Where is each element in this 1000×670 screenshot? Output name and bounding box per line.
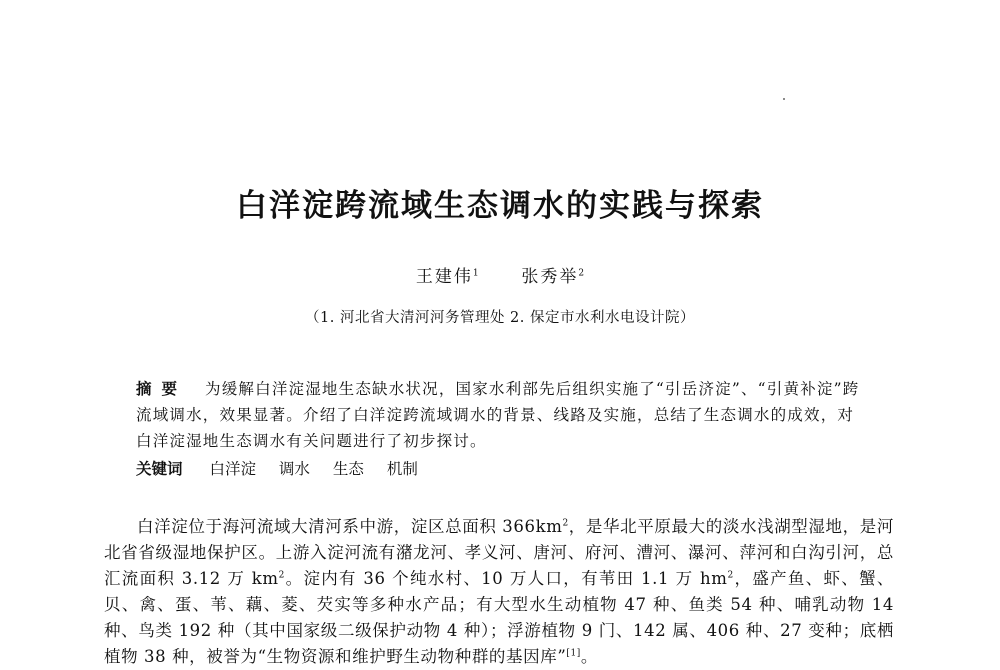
superscript: 2 [562,518,569,529]
scan-speck [783,98,785,100]
body-text-run: 。 [580,647,599,666]
body-text-run: ，是华北平原最大的淡水浅湖型湿地，是河北省省级湿地保护区。上游入淀河流有潴龙河、孝义河、唐河、府河、漕河、瀑河、萍河和白沟引河，总汇流面积 3.12 万 km [104,517,894,588]
author-line [0,262,1000,287]
keyword: 白洋淀 [209,460,256,478]
body-text-run: 。淀内有 36 个纯水村、10 万人口，有苇田 1.1 万 hm [284,569,728,588]
affiliations: （1. 河北省大清河河务管理处 2. 保定市水利水电设计院） [305,310,695,326]
keywords [136,456,866,482]
abstract [136,376,866,454]
author-affiliation-mark: 1 [472,268,479,279]
citation-ref: [1] [566,648,581,659]
superscript: 2 [278,570,285,581]
keyword: 生态 [332,460,364,478]
paper-title: 白洋淀跨流域生态调水的实践与探索 [236,188,764,224]
keyword: 调水 [278,460,310,478]
body-text-run: ，盛产鱼、虾、蟹、贝、禽、蛋、苇、藕、菱、芡实等多种水产品；有大型水生动植物 47 种、鱼类 54 种、哺乳动物 14 种、鸟类 192 种（其中国家级二级保护动物 4 种）；浮游植物 9 门、142 属、406 种、27 变种；底栖植物 38 种，被誉为“生物资源和维护野生动物种群的基因库” [104,569,894,666]
author-affiliation-mark: 2 [578,268,585,279]
body-paragraph [104,514,894,670]
keywords-label: 关键词 [136,460,183,478]
author-name: 王建伟 [415,267,473,287]
superscript: 2 [727,570,734,581]
keyword: 机制 [386,460,418,478]
abstract-label: 摘要 [136,380,188,398]
abstract-text: 为缓解白洋淀湿地生态缺水状况，国家水利部先后组织实施了“引岳济淀”、“引黄补淀”跨流域调水，效果显著。介绍了白洋淀跨流域调水的背景、线路及实施，总结了生态调水的成效，对白洋淀湿地生态调水有关问题进行了初步探讨。 [136,380,860,450]
author-name: 张秀举 [521,267,579,287]
body-text-run: 白洋淀位于海河流域大清河系中游，淀区总面积 366km [137,517,563,536]
